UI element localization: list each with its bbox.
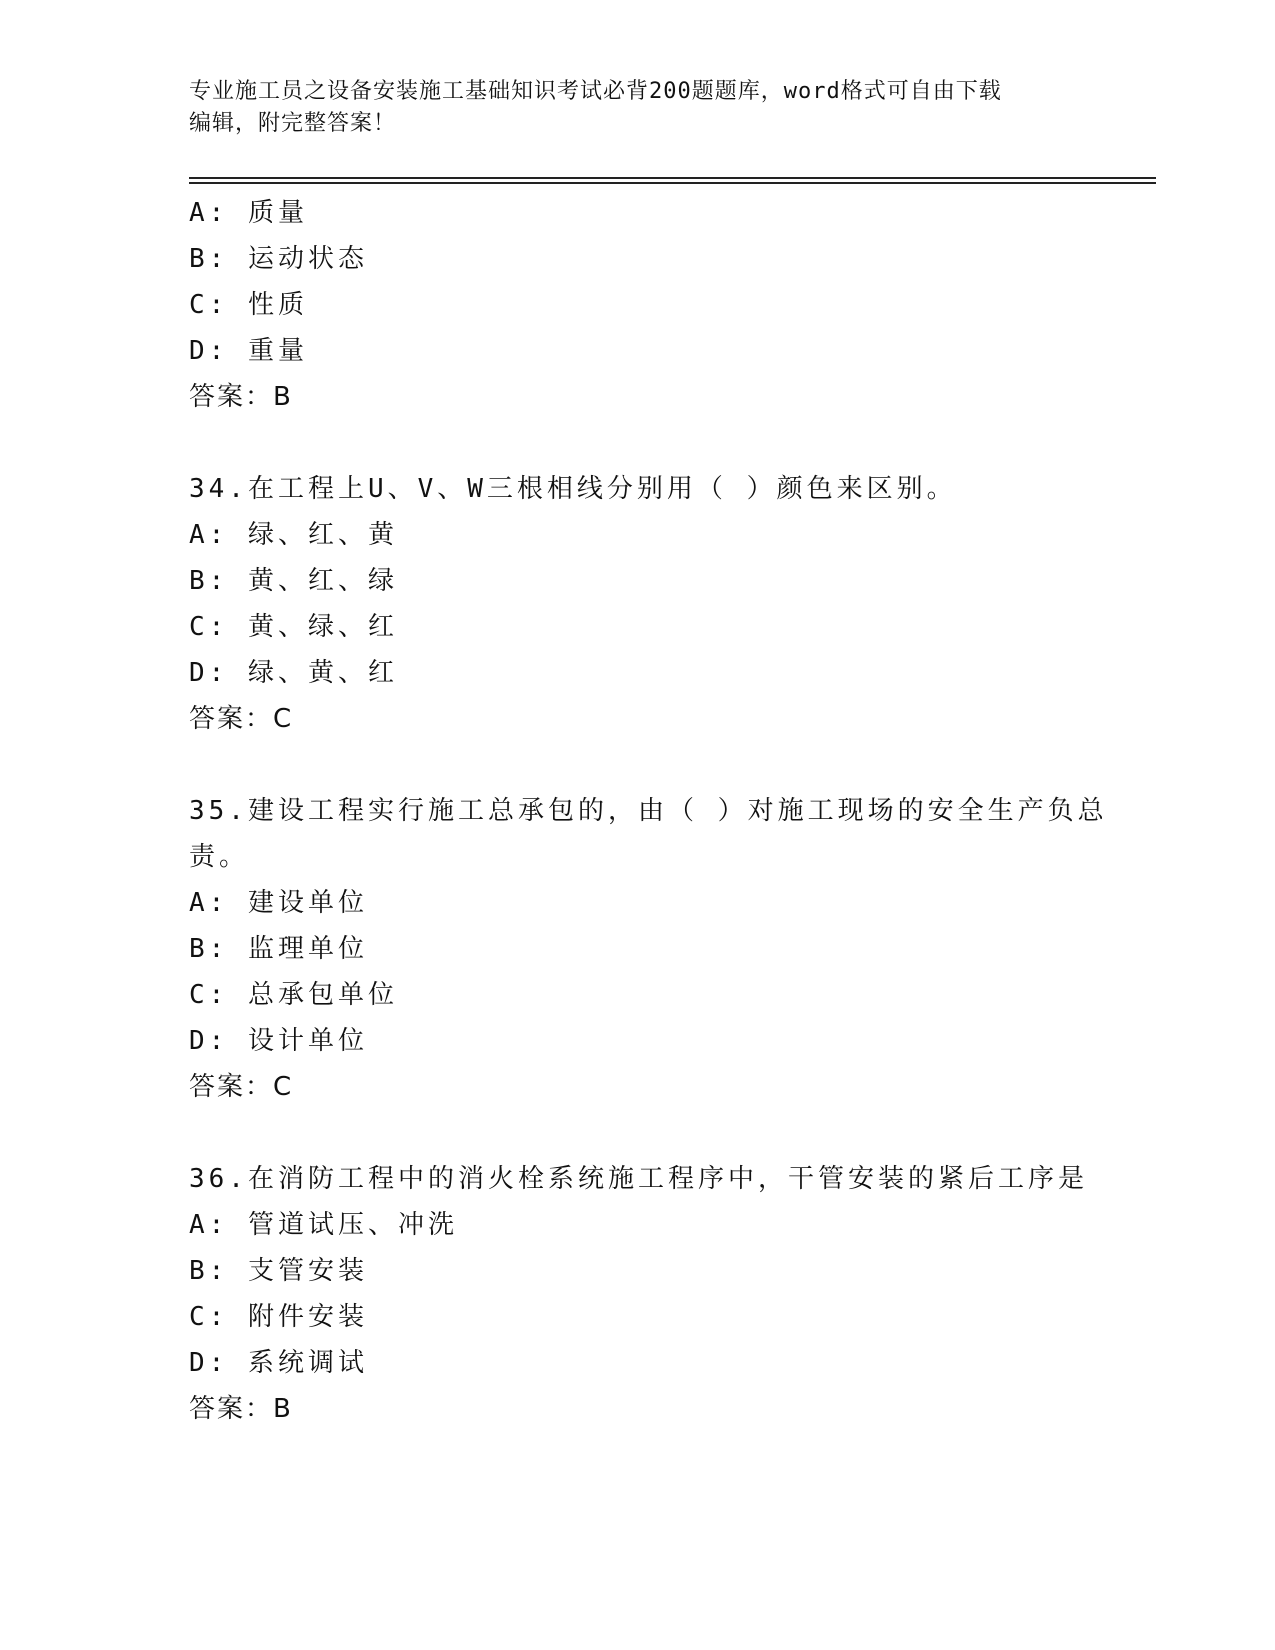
header-divider-top xyxy=(189,177,1156,179)
option-a: A: 绿、红、黄 xyxy=(189,520,398,550)
option-d: D: 绿、黄、红 xyxy=(189,658,398,688)
option-b: B: 黄、红、绿 xyxy=(189,566,398,596)
spacer xyxy=(189,420,1079,466)
answer-text: 答案：C xyxy=(189,704,294,734)
option-b: B: 监理单位 xyxy=(189,934,368,964)
question-body xyxy=(189,190,1108,1432)
question-text-line-2: 责。 xyxy=(189,842,250,872)
option-d: D: 重量 xyxy=(189,336,308,366)
option-a: A: 质量 xyxy=(189,198,308,228)
question-block-34 xyxy=(189,466,1079,742)
answer-text: 答案：B xyxy=(189,382,293,412)
option-b: B: 支管安装 xyxy=(189,1256,368,1286)
answer-text: 答案：C xyxy=(189,1072,294,1102)
option-d: D: 系统调试 xyxy=(189,1348,368,1378)
spacer xyxy=(189,1110,1079,1156)
question-block-35 xyxy=(189,788,1108,1110)
option-c: C: 附件安装 xyxy=(189,1302,368,1332)
question-text: 34.在工程上U、V、W三根相线分别用（ ）颜色来区别。 xyxy=(189,474,957,504)
question-text: 36.在消防工程中的消火栓系统施工程序中，干管安装的紧后工序是 xyxy=(189,1164,1088,1194)
option-c: C: 黄、绿、红 xyxy=(189,612,398,642)
spacer xyxy=(189,742,1079,788)
document-header xyxy=(189,76,1079,140)
option-b: B: 运动状态 xyxy=(189,244,368,274)
option-d: D: 设计单位 xyxy=(189,1026,368,1056)
option-c: C: 总承包单位 xyxy=(189,980,398,1010)
answer-text: 答案：B xyxy=(189,1394,293,1424)
option-a: A: 建设单位 xyxy=(189,888,368,918)
option-c: C: 性质 xyxy=(189,290,308,320)
header-title-line-2: 编辑，附完整答案！ xyxy=(189,111,397,136)
option-a: A: 管道试压、冲洗 xyxy=(189,1210,458,1240)
question-block-33 xyxy=(189,190,1079,420)
question-text-line-1: 35.建设工程实行施工总承包的，由（ ）对施工现场的安全生产负总 xyxy=(189,796,1108,826)
question-block-36 xyxy=(189,1156,1088,1432)
header-title-line-1: 专业施工员之设备安装施工基础知识考试必背200题题库，word格式可自由下载 xyxy=(189,79,1002,104)
header-divider-bottom xyxy=(189,182,1156,184)
